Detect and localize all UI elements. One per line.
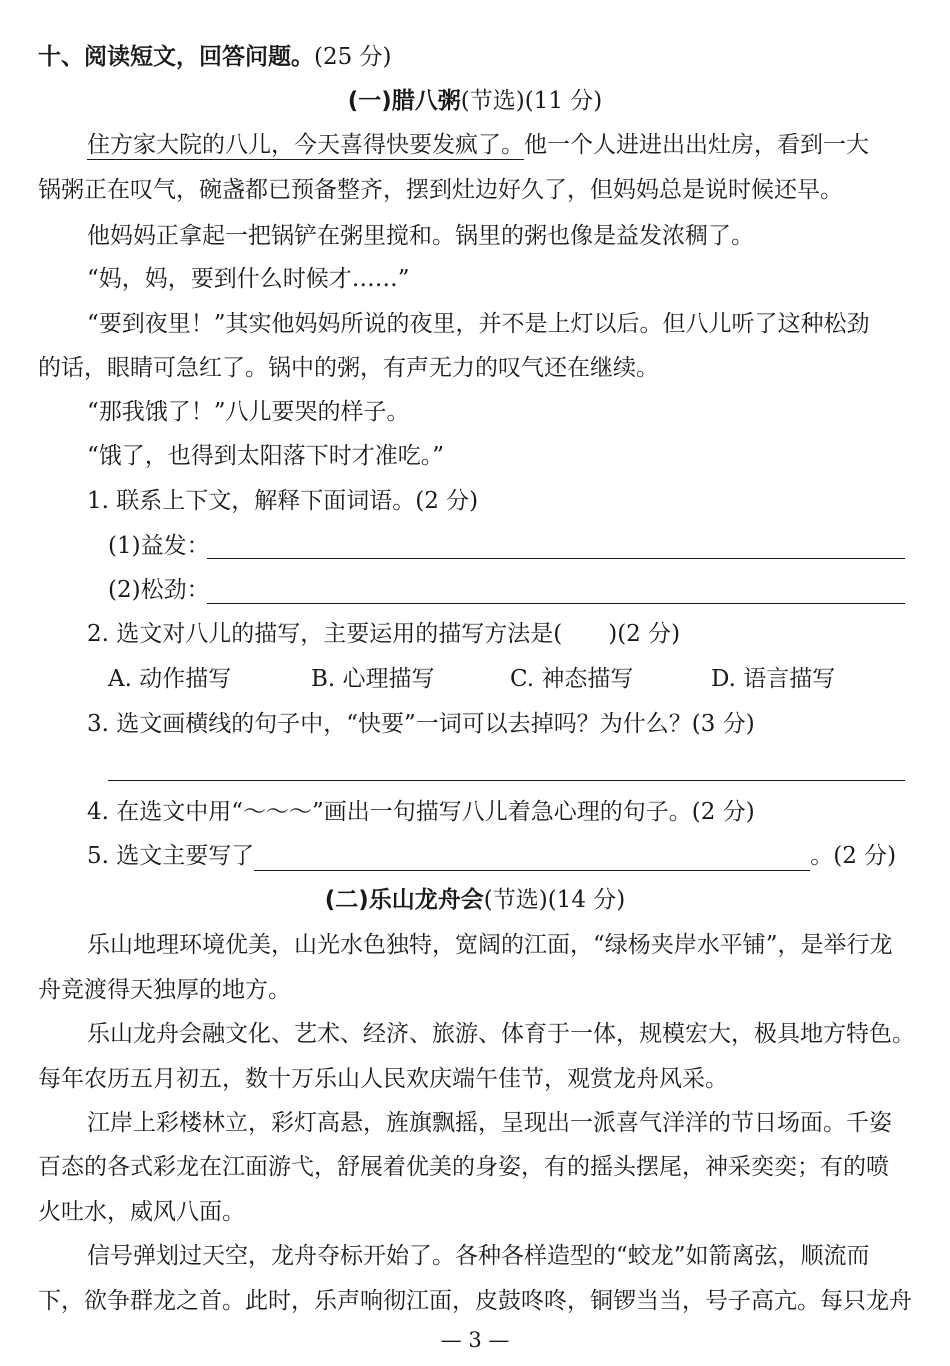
section-score: (25 分) [314,44,392,70]
page-number: — 3 — [440,1328,510,1352]
passage2-paragraph-1-line2: 舟竞渡得天独厚的地方。 [38,977,291,1003]
passage1-paragraph-4-line2: 的话，眼睛可急红了。锅中的粥，有声无力的叹气还在继续。 [38,355,659,381]
passage1-title [0,86,950,116]
passage2-paragraph-1: 乐山地理环境优美，山光水色独特，宽阔的江面，“绿杨夹岸水平铺”，是举行龙 [87,932,893,958]
passage2-paragraph-4: 信号弹划过天空，龙舟夺标开始了。各种各样造型的“蛟龙”如箭离弦，顺流而 [87,1243,870,1269]
passage1-title-text: (一)腊八粥 [347,88,461,114]
passage1-paragraph-1 [87,130,869,160]
passage1-paragraph-1-line2: 锅粥正在叹气，碗盏都已预备整齐，摆到灶边好久了，但妈妈总是说时候还早。 [38,177,843,203]
underlined-sentence: 住方家大院的八儿，今天喜得快要发疯了。 [87,132,524,158]
question-2: 2. 选文对八儿的描写，主要运用的描写方法是( )(2 分) [87,621,681,647]
question-1b-label: (2)松劲： [108,577,210,603]
passage2-title-note: (节选)(14 分) [483,887,626,913]
passage1-paragraph-3: “妈，妈，要到什么时候才……” [87,266,410,292]
question-2-option-c[interactable]: C. 神态描写 [510,666,634,692]
question-2-option-b[interactable]: B. 心理描写 [311,666,435,692]
passage2-paragraph-4-line2: 下，欲争群龙之首。此时，乐声响彻江面，皮鼓咚咚，铜锣当当，号子高亢。每只龙舟 [38,1288,912,1314]
question-1: 1. 联系上下文，解释下面词语。(2 分) [87,488,479,514]
passage2-paragraph-3-line3: 火吐水，威风八面。 [38,1199,245,1225]
passage1-title-note: (节选)(11 分) [460,88,603,114]
question-1b-answer-line[interactable] [207,603,905,604]
passage2-paragraph-3: 江岸上彩楼林立，彩灯高悬，旌旗飘摇，呈现出一派喜气洋洋的节日场面。千姿 [87,1110,892,1136]
passage2-title [0,885,950,915]
question-2-option-d[interactable]: D. 语言描写 [711,666,836,692]
passage1-paragraph-6: “饿了，也得到太阳落下时才准吃。” [87,443,445,469]
question-3: 3. 选文画横线的句子中，“快要”一词可以去掉吗？为什么？(3 分) [87,711,755,737]
passage1-paragraph-2: 他妈妈正拿起一把锅铲在粥里搅和。锅里的粥也像是益发浓稠了。 [87,223,754,249]
question-2-option-a[interactable]: A. 动作描写 [108,666,232,692]
passage2-paragraph-3-line2: 百态的各式彩龙在江面游弋，舒展着优美的身姿，有的摇头摆尾，神采奕奕；有的喷 [38,1154,889,1180]
question-1a-answer-line[interactable] [207,558,905,559]
passage1-paragraph-5: “那我饿了！”八儿要哭的样子。 [87,399,410,425]
question-5-answer-line[interactable] [254,846,810,871]
section-heading-text: 十、阅读短文，回答问题。 [38,44,314,70]
question-4: 4. 在选文中用“～～～”画出一句描写八儿着急心理的句子。(2 分) [87,799,755,825]
passage1-paragraph-4: “要到夜里！”其实他妈妈所说的夜里，并不是上灯以后。但八儿听了这种松劲 [87,311,870,337]
question-5-suffix: 。(2 分) [810,843,897,869]
passage1-p1-rest: 他一个人进进出出灶房，看到一大 [524,132,869,158]
question-5 [87,841,896,871]
passage2-paragraph-2-line2: 每年农历五月初五，数十万乐山人民欢庆端午佳节，观赏龙舟风采。 [38,1066,728,1092]
passage2-paragraph-2: 乐山龙舟会融文化、艺术、经济、旅游、体育于一体，规模宏大，极具地方特色。 [87,1021,915,1047]
question-3-answer-line[interactable] [108,780,905,781]
question-1a-label: (1)益发： [108,533,210,559]
question-5-prefix: 5. 选文主要写了 [87,843,255,869]
passage2-title-text: (二)乐山龙舟会 [324,887,484,913]
section-heading [38,42,392,72]
